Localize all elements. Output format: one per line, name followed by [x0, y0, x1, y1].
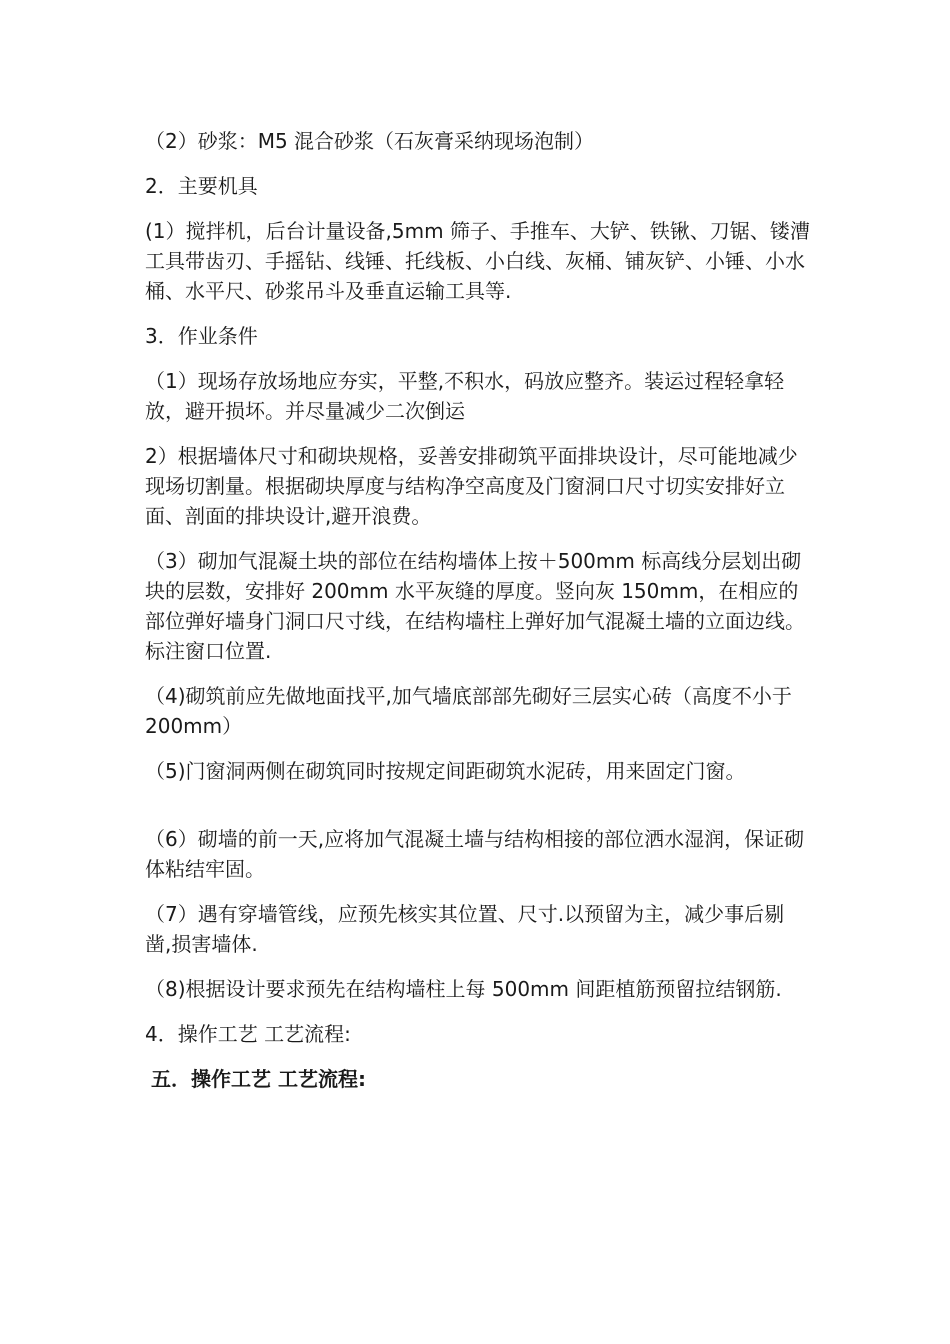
- paragraph-condition-2: 2）根据墙体尺寸和砌块规格，妥善安排砌筑平面排块设计，尽可能地减少现场切割量。根据砌块厚度与结构净空高度及门窗洞口尺寸切实安排好立面、剖面的排块设计,避开浪费。: [145, 444, 798, 528]
- paragraph-condition-7: （7）遇有穿墙管线，应预先核实其位置、尺寸.以预留为主，减少事后剔凿,损害墙体.: [145, 902, 785, 956]
- section-heading-five: 五．操作工艺 工艺流程:: [151, 1067, 366, 1091]
- heading-operation-process: 4．操作工艺 工艺流程:: [145, 1022, 351, 1046]
- paragraph-condition-8: （8)根据设计要求预先在结构墙柱上每 500mm 间距植筋预留拉结钢筋.: [145, 977, 782, 1001]
- paragraph-tools-list: (1）搅拌机，后台计量设备,5mm 筛子、手推车、大铲、铁锹、刀锯、镂漕工具带齿刃、手摇钻、线锤、托线板、小白线、灰桶、铺灰铲、小锤、小水桶、水平尺、砂浆吊斗及垂直运输工具等.: [145, 219, 810, 303]
- paragraph-condition-1: （1）现场存放场地应夯实，平整,不积水，码放应整齐。装运过程轻拿轻放，避开损坏。并尽量减少二次倒运: [145, 369, 785, 423]
- heading-main-tools: 2．主要机具: [145, 174, 258, 198]
- paragraph-condition-4: （4)砌筑前应先做地面找平,加气墙底部部先砌好三层实心砖（高度不小于 200mm）: [145, 684, 792, 738]
- paragraph-condition-6: （6）砌墙的前一天,应将加气混凝土墙与结构相接的部位洒水湿润，保证砌体粘结牢固。: [145, 827, 805, 881]
- paragraph-mortar: （2）砂浆：M5 混合砂浆（石灰膏采纳现场泡制）: [145, 129, 595, 153]
- document-body: [145, 126, 810, 1109]
- paragraph-condition-5: （5)门窗洞两侧在砌筑同时按规定间距砌筑水泥砖，用来固定门窗。: [145, 759, 746, 783]
- heading-work-conditions: 3．作业条件: [145, 324, 258, 348]
- paragraph-condition-3: （3）砌加气混凝土块的部位在结构墙体上按＋500mm 标高线分层划出砌块的层数，安排好 200mm 水平灰缝的厚度。竖向灰 150mm，在相应的部位弹好墙身门洞口尺寸线，在结构墙柱上弹好加气混凝土墙的立面边线。标注窗口位置.: [145, 549, 805, 663]
